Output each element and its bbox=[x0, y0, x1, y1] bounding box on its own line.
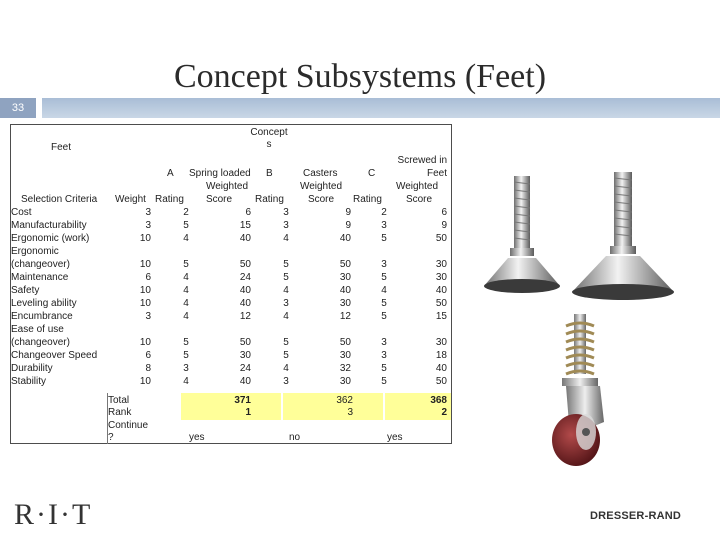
c-score-cell: 50 bbox=[435, 376, 447, 387]
weight-cell: 10 bbox=[139, 233, 151, 244]
a-rating-cell: 5 bbox=[183, 220, 189, 231]
concept-c-name-1: Screwed in bbox=[397, 155, 447, 166]
b-rating-cell: 3 bbox=[283, 298, 289, 309]
continue-label-1: Continue bbox=[108, 420, 149, 431]
c-rating-cell: 3 bbox=[381, 350, 387, 361]
c-score-cell: 40 bbox=[435, 363, 447, 374]
criteria-cell: Safety bbox=[11, 285, 40, 296]
b-score-cell: 50 bbox=[339, 337, 351, 348]
c-rating-cell: 5 bbox=[381, 311, 387, 322]
concept-a-name: Spring loaded bbox=[189, 168, 251, 179]
a-score-cell: 40 bbox=[239, 298, 251, 309]
table-corner-label: Feet bbox=[51, 142, 72, 153]
c-rating-cell: 4 bbox=[381, 285, 387, 296]
concepts-label-1: Concept bbox=[250, 127, 288, 138]
c-score-cell: 15 bbox=[435, 311, 447, 322]
concept-c-letter: C bbox=[368, 168, 376, 179]
rank-b: 3 bbox=[347, 407, 353, 418]
c-score-cell: 50 bbox=[435, 298, 447, 309]
criteria-cell: Cost bbox=[11, 207, 32, 218]
b-rating-cell: 5 bbox=[283, 259, 289, 270]
criteria-cell: Ergonomic (work) bbox=[11, 233, 90, 244]
leveling-foot-right bbox=[572, 172, 674, 300]
criteria-cell: Leveling ability bbox=[11, 298, 77, 309]
header-bar bbox=[0, 98, 720, 118]
b-rating-cell: 4 bbox=[283, 363, 289, 374]
criteria-header: Selection Criteria bbox=[21, 194, 98, 205]
accent-bar bbox=[42, 98, 720, 118]
dresser-rand-logo: DRESSER-RAND bbox=[590, 510, 682, 522]
concept-c-name-2: Feet bbox=[426, 168, 447, 179]
c-rating-cell: 2 bbox=[381, 207, 387, 218]
c-rating-cell: 3 bbox=[381, 220, 387, 231]
c-rating-cell: 3 bbox=[381, 337, 387, 348]
c-rating-cell: 3 bbox=[381, 259, 387, 270]
b-score-cell: 32 bbox=[339, 363, 351, 374]
weight-cell: 6 bbox=[145, 350, 151, 361]
rit-logo: R·I·T bbox=[14, 498, 93, 531]
weight-cell: 3 bbox=[145, 220, 151, 231]
rank-a: 1 bbox=[245, 407, 251, 418]
b-rating-cell: 3 bbox=[283, 376, 289, 387]
c-score-cell: 50 bbox=[435, 233, 447, 244]
a-rating-cell: 4 bbox=[183, 233, 189, 244]
weight-cell: 3 bbox=[145, 207, 151, 218]
concept-b-name: Casters bbox=[303, 168, 338, 179]
rank-c: 2 bbox=[441, 407, 447, 418]
criteria-cell: Ergonomic bbox=[11, 246, 59, 257]
c-score-cell: 40 bbox=[435, 285, 447, 296]
a-score-cell: 15 bbox=[239, 220, 251, 231]
weight-cell: 10 bbox=[139, 376, 151, 387]
weight-cell: 10 bbox=[139, 285, 151, 296]
b-rating-cell: 4 bbox=[283, 285, 289, 296]
c-score-header: Score bbox=[405, 194, 433, 205]
decision-matrix-table bbox=[10, 124, 452, 444]
c-rating-cell: 5 bbox=[381, 376, 387, 387]
a-rating-cell: 5 bbox=[183, 337, 189, 348]
b-score-cell: 9 bbox=[345, 220, 351, 231]
weight-cell: 6 bbox=[145, 272, 151, 283]
b-score-cell: 12 bbox=[339, 311, 351, 322]
criteria-cell: Ease of use bbox=[11, 324, 64, 335]
criteria-cell: Encumbrance bbox=[11, 311, 73, 322]
a-rating-cell: 4 bbox=[183, 298, 189, 309]
a-rating-cell: 3 bbox=[183, 363, 189, 374]
c-score-cell: 6 bbox=[441, 207, 447, 218]
b-score-cell: 9 bbox=[345, 207, 351, 218]
concepts-label-2: s bbox=[266, 139, 272, 150]
a-rating-cell: 5 bbox=[183, 259, 189, 270]
c-rating-cell: 5 bbox=[381, 233, 387, 244]
a-score-cell: 50 bbox=[239, 337, 251, 348]
b-score-cell: 30 bbox=[339, 298, 351, 309]
b-score-cell: 40 bbox=[339, 233, 351, 244]
b-rating-cell: 5 bbox=[283, 350, 289, 361]
c-score-cell: 30 bbox=[435, 272, 447, 283]
a-rating-cell: 5 bbox=[183, 350, 189, 361]
b-rating-header: Rating bbox=[255, 194, 284, 205]
a-score-cell: 6 bbox=[245, 207, 251, 218]
c-rating-cell: 5 bbox=[381, 272, 387, 283]
concept-b-letter: B bbox=[266, 168, 273, 179]
a-score-cell: 40 bbox=[239, 285, 251, 296]
total-a: 371 bbox=[234, 395, 251, 406]
criteria-cell: Manufacturability bbox=[11, 220, 87, 231]
b-rating-cell: 5 bbox=[283, 272, 289, 283]
total-c: 368 bbox=[430, 395, 447, 406]
b-rating-cell: 4 bbox=[283, 233, 289, 244]
c-rating-header: Rating bbox=[353, 194, 382, 205]
a-rating-header: Rating bbox=[155, 194, 184, 205]
spring-caster-photo bbox=[530, 312, 640, 472]
a-score-cell: 40 bbox=[239, 376, 251, 387]
continue-a: yes bbox=[189, 432, 205, 443]
b-score-cell: 30 bbox=[339, 350, 351, 361]
criteria-cell: Maintenance bbox=[11, 272, 69, 283]
a-rating-cell: 2 bbox=[183, 207, 189, 218]
continue-c: yes bbox=[387, 432, 403, 443]
total-label: Total bbox=[108, 395, 130, 406]
b-rating-cell: 3 bbox=[283, 220, 289, 231]
continue-label-2: ? bbox=[108, 432, 114, 443]
c-weighted-label: Weighted bbox=[395, 181, 439, 192]
criteria-cell: (changeover) bbox=[11, 337, 70, 348]
a-score-cell: 12 bbox=[239, 311, 251, 322]
b-rating-cell: 3 bbox=[283, 207, 289, 218]
a-weighted-label: Weighted bbox=[205, 181, 249, 192]
b-score-cell: 50 bbox=[339, 259, 351, 270]
criteria-cell: Changeover Speed bbox=[11, 350, 98, 361]
total-b: 362 bbox=[336, 395, 353, 406]
c-rating-cell: 5 bbox=[381, 298, 387, 309]
a-rating-cell: 4 bbox=[183, 311, 189, 322]
a-score-cell: 24 bbox=[239, 363, 251, 374]
leveling-foot-left bbox=[484, 176, 560, 293]
b-score-cell: 30 bbox=[339, 272, 351, 283]
a-score-cell: 30 bbox=[239, 350, 251, 361]
b-score-header: Score bbox=[307, 194, 335, 205]
criteria-cell: (changeover) bbox=[11, 259, 70, 270]
continue-b: no bbox=[289, 432, 301, 443]
c-score-cell: 30 bbox=[435, 259, 447, 270]
a-rating-cell: 4 bbox=[183, 285, 189, 296]
a-score-cell: 24 bbox=[239, 272, 251, 283]
a-rating-cell: 4 bbox=[183, 272, 189, 283]
slide-title: Concept Subsystems (Feet) bbox=[173, 58, 547, 95]
rank-label: Rank bbox=[108, 407, 132, 418]
weight-cell: 10 bbox=[139, 259, 151, 270]
b-rating-cell: 4 bbox=[283, 311, 289, 322]
b-score-cell: 40 bbox=[339, 285, 351, 296]
a-rating-cell: 4 bbox=[183, 376, 189, 387]
a-score-cell: 40 bbox=[239, 233, 251, 244]
weight-cell: 3 bbox=[145, 311, 151, 322]
weight-cell: 8 bbox=[145, 363, 151, 374]
c-score-cell: 18 bbox=[435, 350, 447, 361]
a-score-header: Score bbox=[205, 194, 233, 205]
leveling-feet-photo bbox=[478, 168, 682, 306]
weight-header: Weight bbox=[115, 194, 146, 205]
criteria-cell: Durability bbox=[11, 363, 53, 374]
c-score-cell: 9 bbox=[441, 220, 447, 231]
weight-cell: 10 bbox=[139, 337, 151, 348]
c-rating-cell: 5 bbox=[381, 363, 387, 374]
weight-cell: 10 bbox=[139, 298, 151, 309]
a-score-cell: 50 bbox=[239, 259, 251, 270]
b-score-cell: 30 bbox=[339, 376, 351, 387]
b-rating-cell: 5 bbox=[283, 337, 289, 348]
c-score-cell: 30 bbox=[435, 337, 447, 348]
criteria-cell: Stability bbox=[11, 376, 47, 387]
b-weighted-label: Weighted bbox=[299, 181, 343, 192]
slide-number: 33 bbox=[0, 98, 36, 118]
concept-a-letter: A bbox=[167, 168, 174, 179]
